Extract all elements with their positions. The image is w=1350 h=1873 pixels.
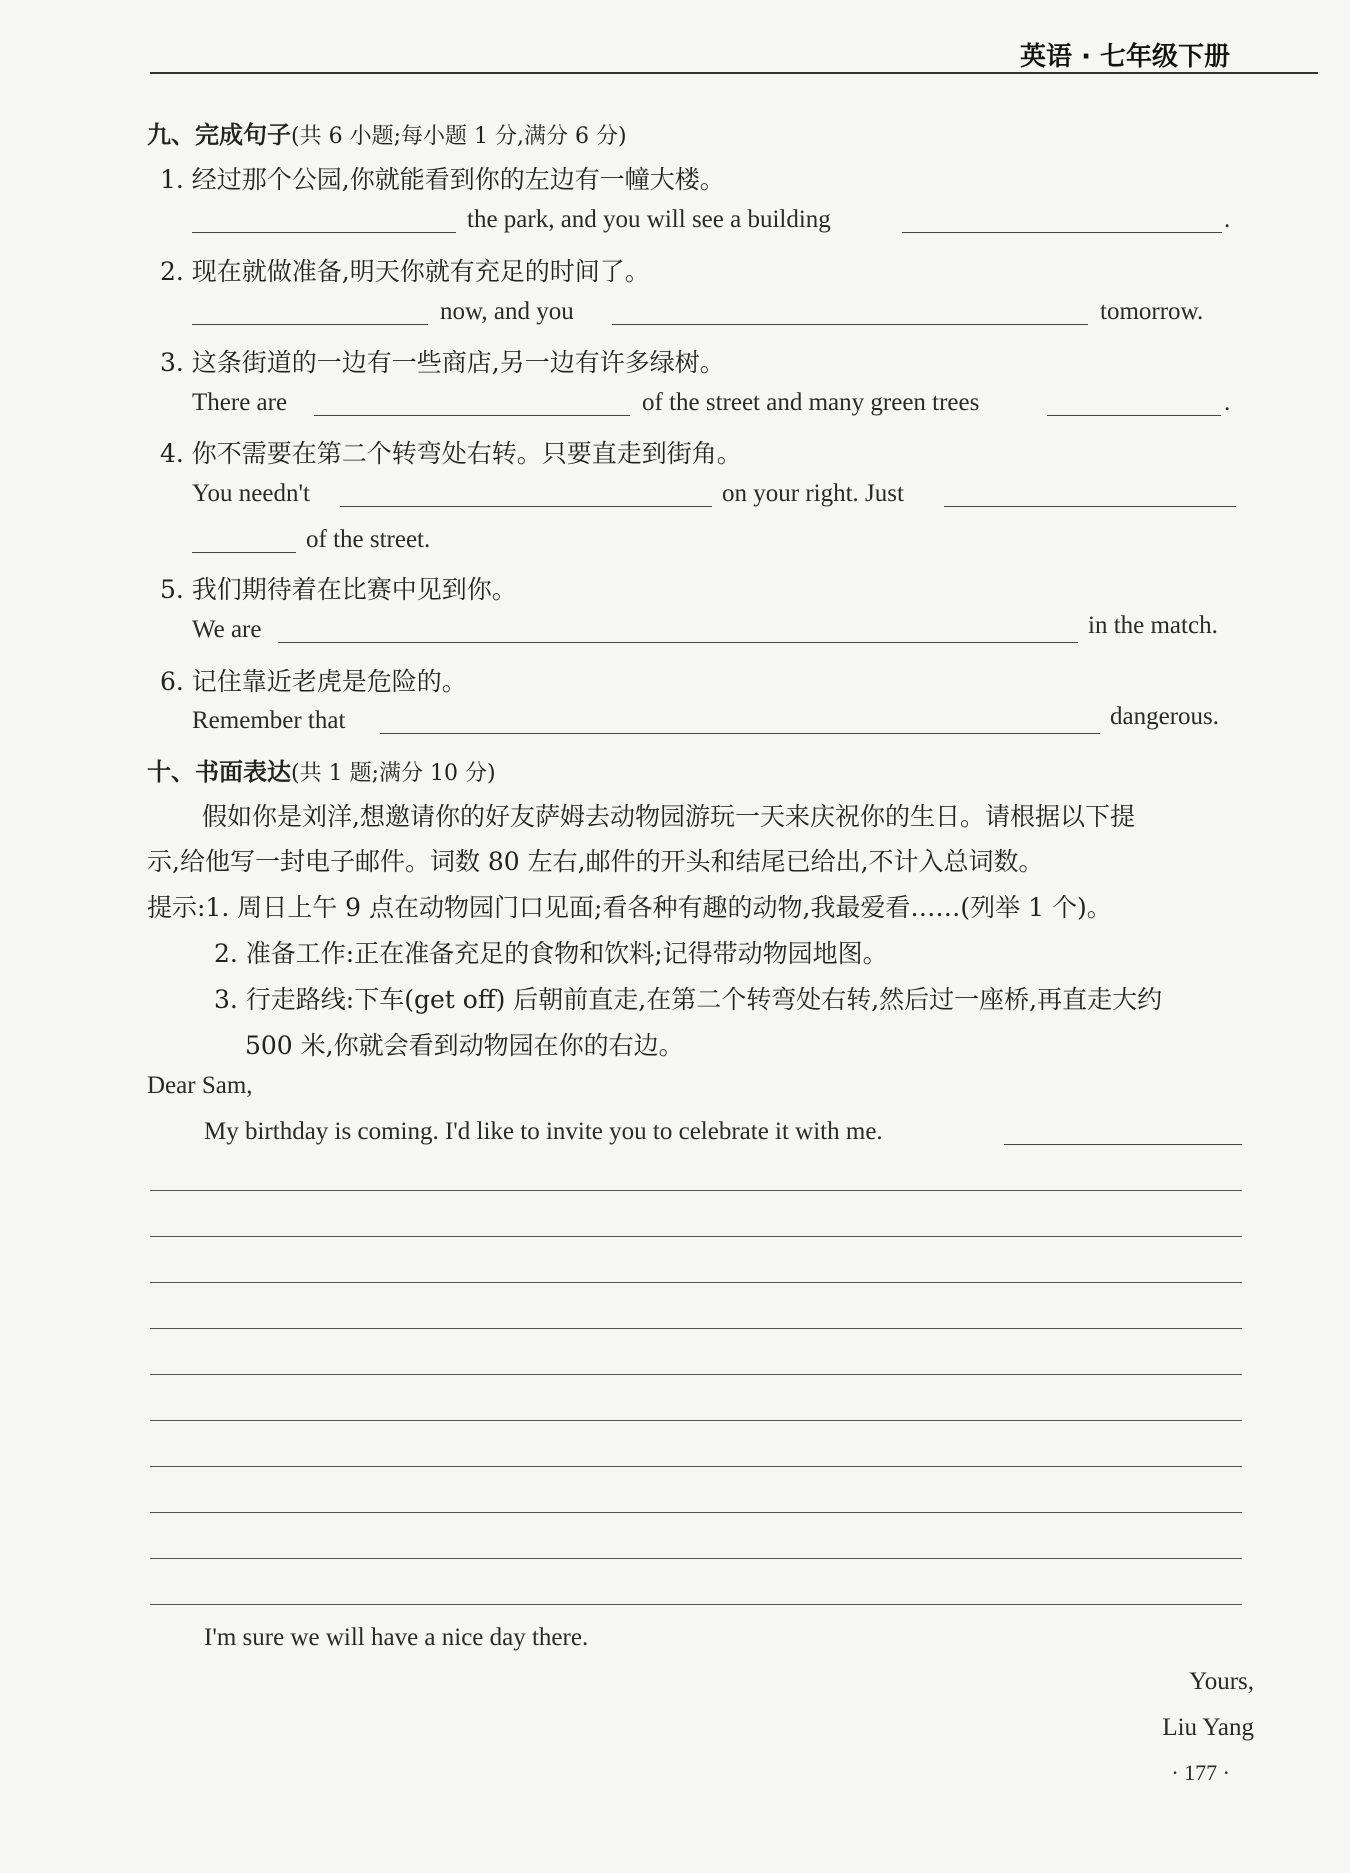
question-3-blank-1[interactable] <box>314 415 630 416</box>
question-1-en-2: . <box>1224 206 1231 233</box>
question-3-blank-2[interactable] <box>1047 415 1221 416</box>
question-2-blank-2[interactable] <box>612 324 1088 325</box>
question-2-blank-1[interactable] <box>192 324 428 325</box>
question-2-en-1: now, and you <box>440 298 574 325</box>
page-header-title: 英语 · 七年级下册 <box>1020 42 1230 72</box>
question-4-en-3: of the street. <box>306 526 431 553</box>
writing-line[interactable] <box>150 1374 1242 1375</box>
question-6-en-2: dangerous. <box>1110 703 1219 730</box>
writing-prompt-line-1: 假如你是刘洋,想邀请你的好友萨姆去动物园游玩一天来庆祝你的生日。请根据以下提 <box>202 802 1135 831</box>
writing-line[interactable] <box>150 1236 1242 1237</box>
question-5-en-2: in the match. <box>1088 612 1218 639</box>
question-2-cn: 2. 现在就做准备,明天你就有充足的时间了。 <box>160 257 650 286</box>
question-4-blank-3[interactable] <box>192 552 296 553</box>
question-4-en-1: You needn't <box>192 480 310 507</box>
writing-line[interactable] <box>150 1282 1242 1283</box>
writing-line[interactable] <box>150 1328 1242 1329</box>
question-3-en-1: There are <box>192 389 288 416</box>
letter-signoff: Yours, <box>1189 1668 1254 1695</box>
page-number: · 177 · <box>1171 1760 1230 1785</box>
question-5-cn: 5. 我们期待着在比赛中见到你。 <box>160 575 517 604</box>
writing-tip-3a: 3. 行走路线:下车(get off) 后朝前直走,在第二个转弯处右转,然后过一座桥,再直走大约 <box>214 985 1163 1014</box>
question-4-blank-1[interactable] <box>340 506 712 507</box>
section-10-heading <box>147 752 496 787</box>
letter-greeting: Dear Sam, <box>147 1072 253 1099</box>
writing-line[interactable] <box>150 1466 1242 1467</box>
question-1-en-1: the park, and you will see a building <box>467 206 831 233</box>
writing-line[interactable] <box>150 1190 1242 1191</box>
letter-opening: My birthday is coming. I'd like to invite you to celebrate it with me. <box>204 1118 883 1145</box>
writing-line[interactable] <box>150 1512 1242 1513</box>
section-10-note: (共 1 题;满分 10 分) <box>291 761 496 786</box>
question-3-cn: 3. 这条街道的一边有一些商店,另一边有许多绿树。 <box>160 348 725 377</box>
writing-tip-3b: 500 米,你就会看到动物园在你的右边。 <box>245 1031 684 1060</box>
writing-blank-first[interactable] <box>1004 1144 1242 1145</box>
question-1-blank-1[interactable] <box>192 232 456 233</box>
section-10-title: 十、书面表达 <box>147 758 291 786</box>
question-5-blank-1[interactable] <box>278 642 1078 643</box>
question-6-cn: 6. 记住靠近老虎是危险的。 <box>160 667 467 696</box>
writing-line[interactable] <box>150 1604 1242 1605</box>
writing-prompt-line-2: 示,给他写一封电子邮件。词数 80 左右,邮件的开头和结尾已给出,不计入总词数。 <box>147 847 1044 876</box>
question-6-blank-1[interactable] <box>380 733 1100 734</box>
writing-tip-2: 2. 准备工作:正在准备充足的食物和饮料;记得带动物园地图。 <box>214 939 888 968</box>
section-9-title: 九、完成句子 <box>147 121 291 149</box>
question-1-cn: 1. 经过那个公园,你就能看到你的左边有一幢大楼。 <box>160 165 725 194</box>
question-3-en-2: of the street and many green trees <box>642 389 980 416</box>
question-2-en-2: tomorrow. <box>1100 298 1204 325</box>
question-3-en-3: . <box>1224 389 1231 416</box>
question-1-blank-2[interactable] <box>902 232 1222 233</box>
letter-closing: I'm sure we will have a nice day there. <box>204 1624 589 1651</box>
header-rule <box>150 72 1318 74</box>
question-4-cn: 4. 你不需要在第二个转弯处右转。只要直走到街角。 <box>160 439 742 468</box>
question-6-en-1: Remember that <box>192 707 346 734</box>
question-5-en-1: We are <box>192 616 262 643</box>
question-4-blank-2[interactable] <box>944 506 1236 507</box>
writing-line[interactable] <box>150 1420 1242 1421</box>
section-9-heading <box>147 115 627 150</box>
writing-line[interactable] <box>150 1558 1242 1559</box>
section-9-note: (共 6 小题;每小题 1 分,满分 6 分) <box>291 124 627 149</box>
question-4-en-2: on your right. Just <box>722 480 904 507</box>
writing-tip-1: 提示:1. 周日上午 9 点在动物园门口见面;看各种有趣的动物,我最爱看……(列举 1 个)。 <box>147 893 1112 922</box>
letter-signature-name: Liu Yang <box>1162 1714 1254 1741</box>
